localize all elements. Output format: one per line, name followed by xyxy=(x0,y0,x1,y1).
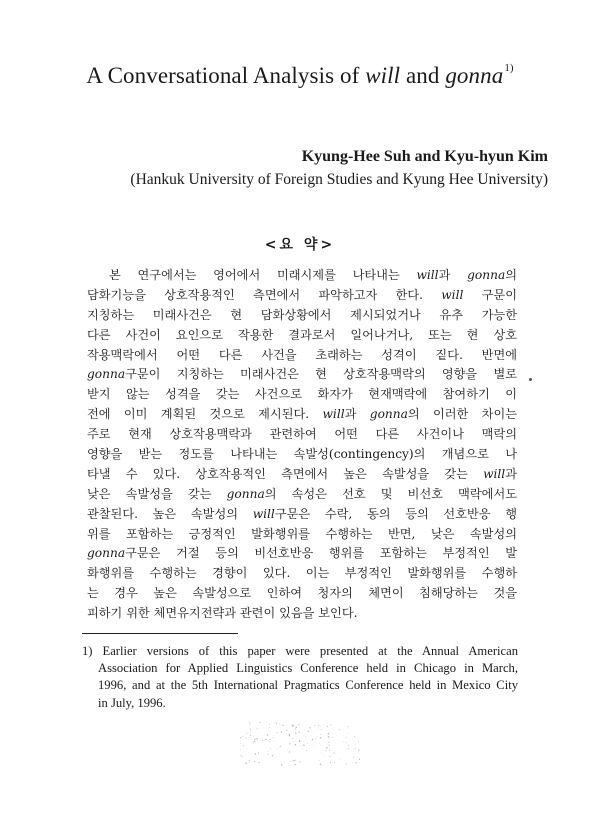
speckle-dot xyxy=(280,746,281,747)
abstract-line xyxy=(87,286,517,306)
abstract-text: 위를 포함하는 긍정적인 발화행위를 수행하는 반면, 낮은 속발성의 xyxy=(87,526,517,541)
speckle-dot xyxy=(327,726,328,727)
speckle-dot xyxy=(292,725,294,727)
speckle-dot xyxy=(256,729,257,730)
speckle-dot xyxy=(253,742,254,743)
speckle-dot xyxy=(268,751,269,752)
affiliation: (Hankuk University of Foreign Studies and Kyung Hee University) xyxy=(130,171,548,188)
speckle-dot xyxy=(262,740,263,741)
speckle-dot xyxy=(327,736,328,737)
speckle-dot xyxy=(339,729,340,730)
abstract-line xyxy=(87,604,517,624)
speckle-dot xyxy=(313,745,314,746)
speckle-dot xyxy=(348,748,349,749)
speckle-dot xyxy=(242,736,243,737)
speckle-dot xyxy=(328,733,330,735)
speckle-dot xyxy=(320,764,321,765)
speckle-dot xyxy=(298,731,299,732)
speckle-dot xyxy=(250,737,251,738)
abstract-text: 영향을 받는 정도를 나타내는 속발성(contingency)의 개념으로 나 xyxy=(87,447,517,462)
speckle-dot xyxy=(249,762,250,763)
speckle-dot xyxy=(310,727,311,728)
title-prefix: A Conversational Analysis of xyxy=(86,63,366,88)
abstract-text: 구문은 거절 등의 비선호반응 행위를 포함하는 부정적인 발 xyxy=(125,546,517,561)
speckle-dot xyxy=(292,738,293,739)
speckle-dot xyxy=(324,755,325,756)
speckle-dot xyxy=(250,731,251,732)
title-term-gonna: gonna xyxy=(445,63,504,88)
abstract-line xyxy=(87,485,517,505)
abstract-text: 의 속성은 선호 및 비선호 맥락에서도 xyxy=(264,486,518,501)
speckle-dot xyxy=(330,762,331,763)
speckle-dot xyxy=(258,762,259,763)
speckle-dot xyxy=(254,741,256,743)
speckle-dot xyxy=(272,755,273,756)
abstract-text: 과 xyxy=(505,466,517,481)
abstract-text: 의 xyxy=(505,268,517,282)
speckle-dot xyxy=(240,737,241,738)
speckle-dot xyxy=(315,738,316,739)
abstract-line xyxy=(87,365,517,385)
abstract-text: 주로 현재 상호작용맥락과 관련하여 어떤 다른 사건이나 맥락의 xyxy=(87,427,517,442)
abstract-text: 담화기능을 상호작용적인 측면에서 파악하고자 한다. xyxy=(87,287,442,302)
speckle-dot xyxy=(267,734,268,735)
speckle-dot xyxy=(321,729,322,730)
footnote-line: in July, 1996. xyxy=(98,695,166,710)
abstract-text: 의 이러한 차이는 xyxy=(407,407,517,422)
speckle-dot xyxy=(270,749,271,750)
speckle-dot xyxy=(281,764,282,765)
speckle-dot xyxy=(266,739,267,740)
abstract-text: 는 경우 높은 속발성으로 인하여 청자의 체면이 침해당하는 것을 xyxy=(87,586,517,601)
abstract-text: 받지 않는 성격을 갖는 사건으로 화자가 현재맥락에 참여하기 이 xyxy=(87,387,517,402)
speckle-dot xyxy=(294,726,295,727)
speckle-dot xyxy=(269,724,270,725)
abstract-line xyxy=(87,544,517,564)
abstract-line xyxy=(87,564,517,584)
speckle-dot xyxy=(246,733,247,734)
footnote-divider xyxy=(82,633,238,634)
speckle-dot xyxy=(303,744,305,746)
speckle-dot xyxy=(257,728,258,729)
title-footnote-mark: 1) xyxy=(504,62,514,74)
abstract-line xyxy=(87,306,517,326)
speckle-dot xyxy=(343,741,344,742)
speckle-dot xyxy=(246,738,247,739)
speckle-dot xyxy=(294,744,296,746)
abstract-term: gonna xyxy=(226,486,265,501)
abstract-text: 낮은 속발성을 갖는 xyxy=(87,486,227,501)
abstract-line xyxy=(87,465,517,485)
speckle-dot xyxy=(359,759,360,760)
speckle-dot xyxy=(307,743,308,744)
abstract-text: 본 연구에서는 영어에서 미래시제를 나타내는 xyxy=(109,268,417,282)
speckle-dot xyxy=(240,755,241,756)
footnote-line: 1) Earlier versions of this paper were presented at the Annual American xyxy=(82,644,518,658)
speckle-dot xyxy=(253,736,254,737)
speckle-dot xyxy=(330,724,331,725)
speckle-dot xyxy=(308,762,309,763)
speckle-dot xyxy=(295,732,296,733)
abstract-term: will xyxy=(322,407,345,422)
speckle-dot xyxy=(250,729,251,730)
speckle-dot xyxy=(273,737,274,738)
abstract-text: 과 xyxy=(438,268,468,282)
speckle-dot xyxy=(240,749,241,750)
speckle-dot xyxy=(255,753,256,754)
speckle-dot xyxy=(330,756,331,757)
speckle-dot xyxy=(328,736,330,738)
speckle-dot xyxy=(294,741,295,742)
speckle-dot xyxy=(290,761,291,762)
speckle-dot xyxy=(299,740,300,741)
speckle-dot xyxy=(346,763,347,764)
speckle-dot xyxy=(277,732,278,733)
abstract-text: 구문이 xyxy=(463,287,517,302)
abstract-line xyxy=(87,505,517,525)
speckle-dot xyxy=(265,739,266,740)
speckle-dot xyxy=(353,757,354,758)
footnote xyxy=(82,643,518,712)
speckle-dot xyxy=(332,737,333,738)
speckle-dot xyxy=(249,722,250,723)
abstract-term: gonna xyxy=(467,268,506,282)
speckle-dot xyxy=(296,727,297,728)
abstract-text: 다른 사건이 요인으로 작용한 결과로서 일어나거나, 또는 현 상호 xyxy=(87,327,517,342)
speckle-dot xyxy=(294,764,295,765)
speckle-dot xyxy=(328,742,329,743)
speckle-dot xyxy=(305,736,306,737)
speckle-dot xyxy=(313,739,314,740)
speckle-dot xyxy=(354,748,355,749)
abstract-text: 작용맥락에서 어떤 다른 사건을 초래하는 성격이 짙다. 반면에 xyxy=(87,347,517,362)
abstract-text: 구문이 지칭하는 미래사건은 현 상호작용맥락의 영향을 별로 xyxy=(125,367,517,382)
speckle-dot xyxy=(303,736,304,737)
speckle-dot xyxy=(269,741,270,742)
speckle-dot xyxy=(240,743,241,744)
abstract-line xyxy=(87,425,517,445)
abstract-text: 피하기 위한 체면유지전략과 관련이 있음을 보인다. xyxy=(87,606,358,621)
speckle-dot xyxy=(319,743,320,744)
abstract-term: will xyxy=(416,268,439,282)
abstract-body xyxy=(87,266,517,624)
speckle-dot xyxy=(308,731,309,732)
speckle-dot xyxy=(250,735,251,736)
speckle-dot xyxy=(254,761,255,762)
abstract-line xyxy=(87,326,517,346)
speckle-dot xyxy=(245,763,247,765)
speckle-dot xyxy=(346,737,347,738)
paper-title xyxy=(0,62,600,89)
title-conjunction: and xyxy=(400,63,446,88)
abstract-heading: <요 약> xyxy=(264,237,336,253)
abstract-line xyxy=(87,405,517,425)
speckle-dot xyxy=(355,748,356,749)
speckle-dot xyxy=(314,725,315,726)
speckle-dot xyxy=(320,737,321,738)
speckle-dot xyxy=(256,738,258,740)
speckle-dot xyxy=(339,759,340,760)
speckle-dot xyxy=(348,745,349,746)
speckle-dot xyxy=(334,753,335,754)
speckle-dot xyxy=(295,728,296,729)
speckle-dot xyxy=(358,749,359,750)
speckle-dot xyxy=(306,750,307,751)
speckle-dot xyxy=(289,734,290,735)
speckle-dot xyxy=(318,728,319,729)
abstract-term: gonna xyxy=(87,367,126,382)
speckle-dot xyxy=(298,724,299,725)
footnote-line: Association for Applied Linguistics Conference held in Chicago in March, xyxy=(98,661,518,676)
speckle-dot xyxy=(359,751,360,752)
abstract-text: 구문은 수락, 동의 등의 선호반응 행 xyxy=(274,506,517,521)
speckle-dot xyxy=(269,727,270,728)
speckle-dot xyxy=(289,743,290,744)
abstract-term: gonna xyxy=(369,407,408,422)
speckle-dot xyxy=(346,742,347,743)
speckle-dot xyxy=(334,762,335,763)
speckle-dot xyxy=(358,741,359,742)
abstract-text: 관찰된다. 높은 속발성의 xyxy=(87,506,253,521)
abstract-line xyxy=(87,266,517,286)
speckle-dot xyxy=(298,746,299,747)
speckle-dot xyxy=(249,760,250,761)
speckle-dot xyxy=(299,761,300,762)
abstract-text: 지칭하는 미래사건은 현 담화상황에서 제시되었거나 유추 가능한 xyxy=(87,307,517,322)
speckle-dot xyxy=(347,733,348,734)
speckle-dot xyxy=(281,732,282,733)
speckle-dot xyxy=(326,750,327,751)
speckle-dot xyxy=(326,747,328,749)
abstract-line xyxy=(87,346,517,366)
footnote-line: 1996, and at the 5th International Pragmatics Conference held in Mexico City xyxy=(98,678,518,693)
margin-mark xyxy=(529,378,532,381)
speckle-dot xyxy=(250,725,251,726)
speckle-dot xyxy=(276,723,277,724)
abstract-text: 전에 이미 계획된 것으로 제시된다. xyxy=(87,407,323,422)
speckle-dot xyxy=(289,735,290,736)
speckle-dot xyxy=(355,744,356,745)
speckle-dot xyxy=(318,725,319,726)
abstract-term: will xyxy=(483,466,506,481)
speckle-dot xyxy=(299,741,300,742)
speckle-dot xyxy=(319,760,320,761)
abstract-line xyxy=(87,525,517,545)
abstract-line xyxy=(87,445,517,465)
speckle-dot xyxy=(277,749,278,750)
abstract-line xyxy=(87,584,517,604)
speckle-dot xyxy=(354,736,355,737)
speckle-dot xyxy=(259,722,260,723)
abstract-text: 화행위를 수행하는 경향이 있다. 이는 부정적인 발화행위를 수행하 xyxy=(87,566,517,581)
speckle-dot xyxy=(286,729,287,730)
abstract-text: 타낼 수 있다. 상호작용적인 측면에서 높은 속발성을 갖는 xyxy=(87,466,484,481)
speckle-dot xyxy=(329,750,330,751)
scan-speckle xyxy=(240,722,360,766)
speckle-dot xyxy=(321,753,322,754)
speckle-dot xyxy=(279,723,280,724)
speckle-dot xyxy=(333,752,334,753)
speckle-dot xyxy=(320,734,321,735)
speckle-dot xyxy=(295,760,296,761)
speckle-dot xyxy=(274,722,275,723)
speckle-dot xyxy=(254,738,255,739)
speckle-dot xyxy=(267,754,268,755)
speckle-dot xyxy=(348,726,349,727)
speckle-dot xyxy=(270,739,271,740)
title-term-will: will xyxy=(365,63,401,88)
speckle-dot xyxy=(312,739,313,740)
speckle-dot xyxy=(289,751,290,752)
speckle-dot xyxy=(293,760,294,761)
speckle-dot xyxy=(282,725,283,726)
speckle-dot xyxy=(241,756,242,757)
speckle-dot xyxy=(329,745,330,746)
abstract-text: 과 xyxy=(344,407,370,422)
speckle-dot xyxy=(355,762,356,763)
abstract-term: will xyxy=(252,506,275,521)
abstract-term: will xyxy=(441,287,464,302)
abstract-term: gonna xyxy=(87,546,126,561)
authors: Kyung-Hee Suh and Kyu-hyun Kim xyxy=(301,148,548,165)
speckle-dot xyxy=(258,752,259,753)
abstract-line xyxy=(87,385,517,405)
speckle-dot xyxy=(243,745,244,746)
